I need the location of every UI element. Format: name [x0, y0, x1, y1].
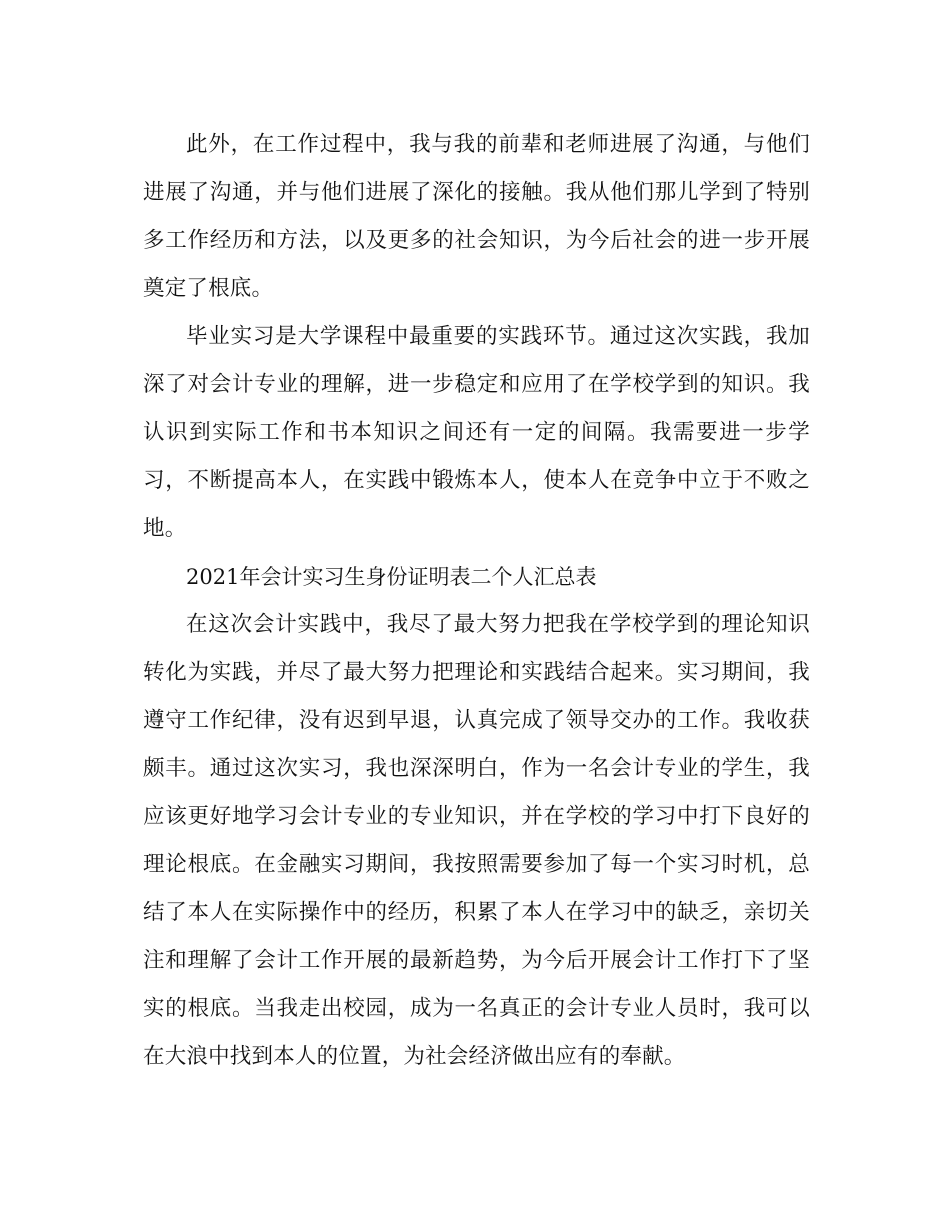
section-title: 2021年会计实习生身份证明表二个人汇总表: [186, 565, 597, 589]
paragraph-internship-practice: 毕业实习是大学课程中最重要的实践环节。通过这次实践，我加深了对会计专业的理解，进一步稳定和应用了在学校学到的知识。我认识到实际工作和书本知识之间还有一定的间隔。我需要进一步学习，不断提高本人，在实践中锻炼本人，使本人在竞争中立于不败之地。: [143, 324, 810, 541]
paragraph-communication: 此外，在工作过程中，我与我的前辈和老师进展了沟通，与他们进展了沟通，并与他们进展了深化的接触。我从他们那儿学到了特别多工作经历和方法，以及更多的社会知识，为今后社会的进一步开展奠定了根底。: [143, 132, 810, 301]
paragraph-accounting-summary: 在这次会计实践中，我尽了最大努力把我在学校学到的理论知识转化为实践，并尽了最大努力把理论和实践结合起来。实习期间，我遵守工作纪律，没有迟到早退，认真完成了领导交办的工作。我收获颇丰。通过这次实习，我也深深明白，作为一名会计专业的学生，我应该更好地学习会计专业的专业知识，并在学校的学习中打下良好的理论根底。在金融实习期间，我按照需要参加了每一个实习时机，总结了本人在实际操作中的经历，积累了本人在学习中的缺乏，亲切关注和理解了会计工作开展的最新趋势，为今后开展会计工作打下了坚实的根底。当我走出校园，成为一名真正的会计专业人员时，我可以在大浪中找到本人的位置，为社会经济做出应有的奉献。: [143, 612, 810, 1069]
document-body: [143, 121, 810, 1081]
